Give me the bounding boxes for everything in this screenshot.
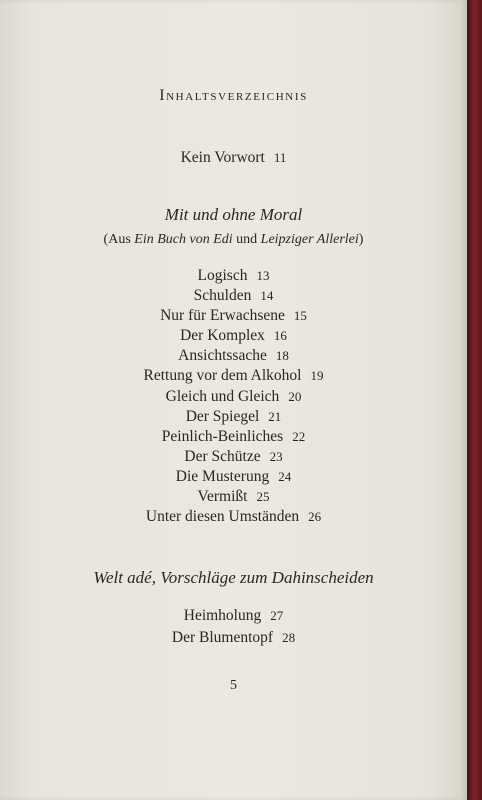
page-heading: Inhaltsverzeichnis — [159, 87, 308, 104]
source-book-1: Ein Buch von Edi — [134, 232, 233, 247]
entry-title: Vermißt — [197, 488, 248, 506]
toc-entry — [0, 266, 467, 286]
entry-page: 13 — [256, 268, 270, 283]
entry-page: 28 — [282, 630, 296, 645]
source-prefix: (Aus — [103, 232, 135, 247]
entry-title: Der Spiegel — [185, 407, 260, 425]
entry-page: 11 — [273, 150, 287, 165]
entry-page: 14 — [260, 288, 274, 304]
toc-entry — [0, 407, 467, 427]
entry-title: Der Blumentopf — [171, 629, 274, 646]
entry-page: 20 — [288, 388, 302, 404]
entry-title: Peinlich-Beinliches — [161, 427, 284, 445]
entry-title: Ansichtssache — [178, 347, 267, 365]
entry-page: 22 — [292, 428, 306, 444]
entry-page: 15 — [293, 308, 307, 324]
toc-entry — [0, 366, 467, 386]
toc-entry — [0, 467, 467, 487]
entry-page: 27 — [270, 608, 284, 623]
section-title: Welt adé, Vorschläge zum Dahinscheiden — [93, 568, 374, 587]
toc-entry — [0, 447, 467, 467]
entry-title: Schulden — [193, 287, 252, 305]
entry-page: 25 — [256, 489, 270, 505]
toc-list-section-2 — [0, 606, 467, 650]
section-title: Mit und ohne Moral — [164, 205, 303, 224]
entry-title: Gleich und Gleich — [165, 387, 280, 405]
toc-entry — [0, 346, 467, 366]
toc-entry — [0, 507, 467, 527]
source-book-2: Leipziger Allerlei — [260, 232, 359, 247]
entry-title: Die Musterung — [175, 467, 270, 485]
entry-title: Kein Vorwort — [180, 149, 265, 166]
toc-entry — [0, 606, 467, 628]
book-cover-edge — [467, 0, 482, 800]
entry-title: Nur für Erwachsene — [160, 307, 285, 325]
section-source — [0, 232, 467, 248]
toc-list-section-1 — [0, 266, 467, 527]
toc-entry — [0, 487, 467, 507]
source-and: und — [232, 232, 261, 247]
entry-title: Rettung vor dem Alkohol — [143, 367, 302, 385]
toc-entry — [0, 306, 467, 326]
toc-entry — [0, 387, 467, 407]
toc-entry-intro — [0, 148, 467, 168]
entry-page: 26 — [308, 509, 322, 525]
entry-title: Heimholung — [183, 607, 262, 624]
entry-page: 18 — [275, 348, 289, 364]
entry-title: Unter diesen Umständen — [145, 508, 300, 526]
page-number: 5 — [230, 678, 237, 693]
toc-entry — [0, 427, 467, 447]
toc-entry — [0, 286, 467, 306]
entry-page: 24 — [278, 468, 292, 484]
toc-entry — [0, 628, 467, 650]
entry-page: 23 — [269, 448, 283, 464]
entry-title: Der Schütze — [184, 447, 261, 465]
entry-page: 19 — [310, 368, 324, 384]
entry-title: Logisch — [197, 267, 248, 284]
entry-page: 16 — [273, 328, 287, 344]
entry-title: Der Komplex — [180, 327, 265, 345]
source-suffix: ) — [358, 232, 364, 247]
entry-page: 21 — [268, 408, 282, 424]
toc-entry — [0, 326, 467, 346]
